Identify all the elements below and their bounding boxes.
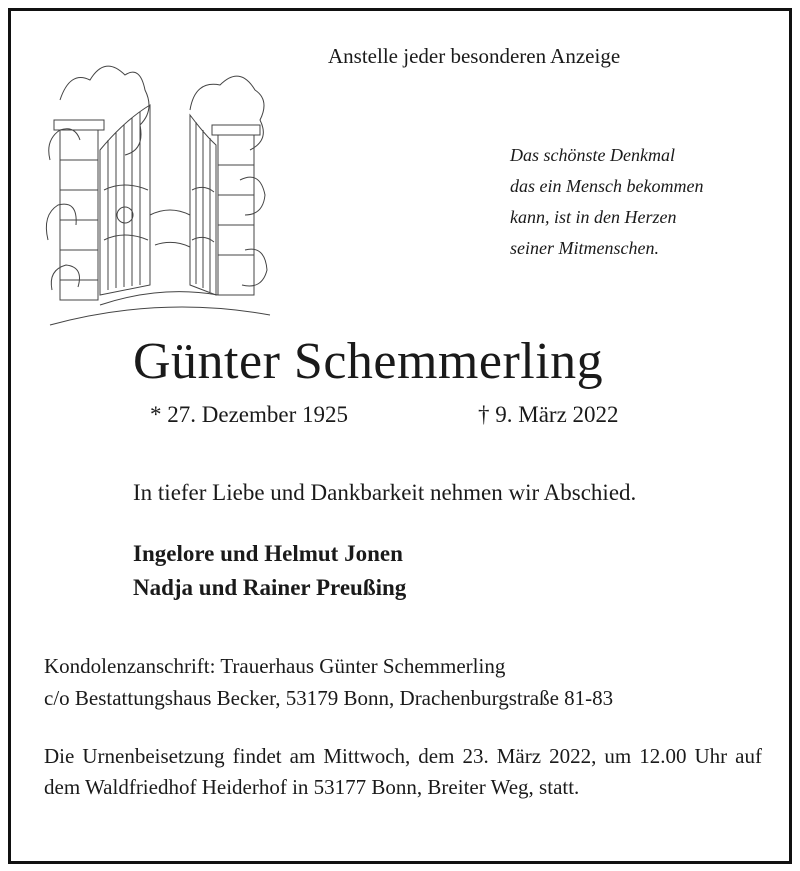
- garden-gate-icon: [40, 40, 280, 330]
- header-note: Anstelle jeder besonderen Anzeige: [328, 44, 621, 68]
- condolence-address: [44, 650, 613, 714]
- condolence-line: Kondolenzanschrift: Trauerhaus Günter Schemmerling: [44, 654, 506, 678]
- farewell-text: In tiefer Liebe und Dankbarkeit nehmen wir Abschied.: [133, 480, 637, 505]
- condolence-line: c/o Bestattungshaus Becker, 53179 Bonn, Drachenburgstraße 81-83: [44, 686, 614, 710]
- memorial-quote: [510, 140, 703, 264]
- mourners-list: [133, 537, 406, 605]
- mourner-entry: Nadja und Rainer Preußing: [133, 575, 407, 600]
- death-date: † 9. März 2022: [478, 402, 619, 427]
- quote-line: das ein Mensch bekommen: [510, 176, 704, 196]
- burial-info: Die Urnenbeisetzung findet am Mittwoch, dem 23. März 2022, um 12.00 Uhr auf dem Waldfriedhof Heiderhof in 53177 Bonn, Breiter Weg, statt.: [44, 744, 762, 799]
- quote-line: seiner Mitmenschen.: [510, 238, 659, 258]
- quote-line: Das schönste Denkmal: [510, 145, 675, 165]
- birth-date: * 27. Dezember 1925: [150, 402, 348, 427]
- deceased-name: Günter Schemmerling: [133, 333, 604, 390]
- quote-line: kann, ist in den Herzen: [510, 207, 677, 227]
- mourner-entry: Ingelore und Helmut Jonen: [133, 541, 403, 566]
